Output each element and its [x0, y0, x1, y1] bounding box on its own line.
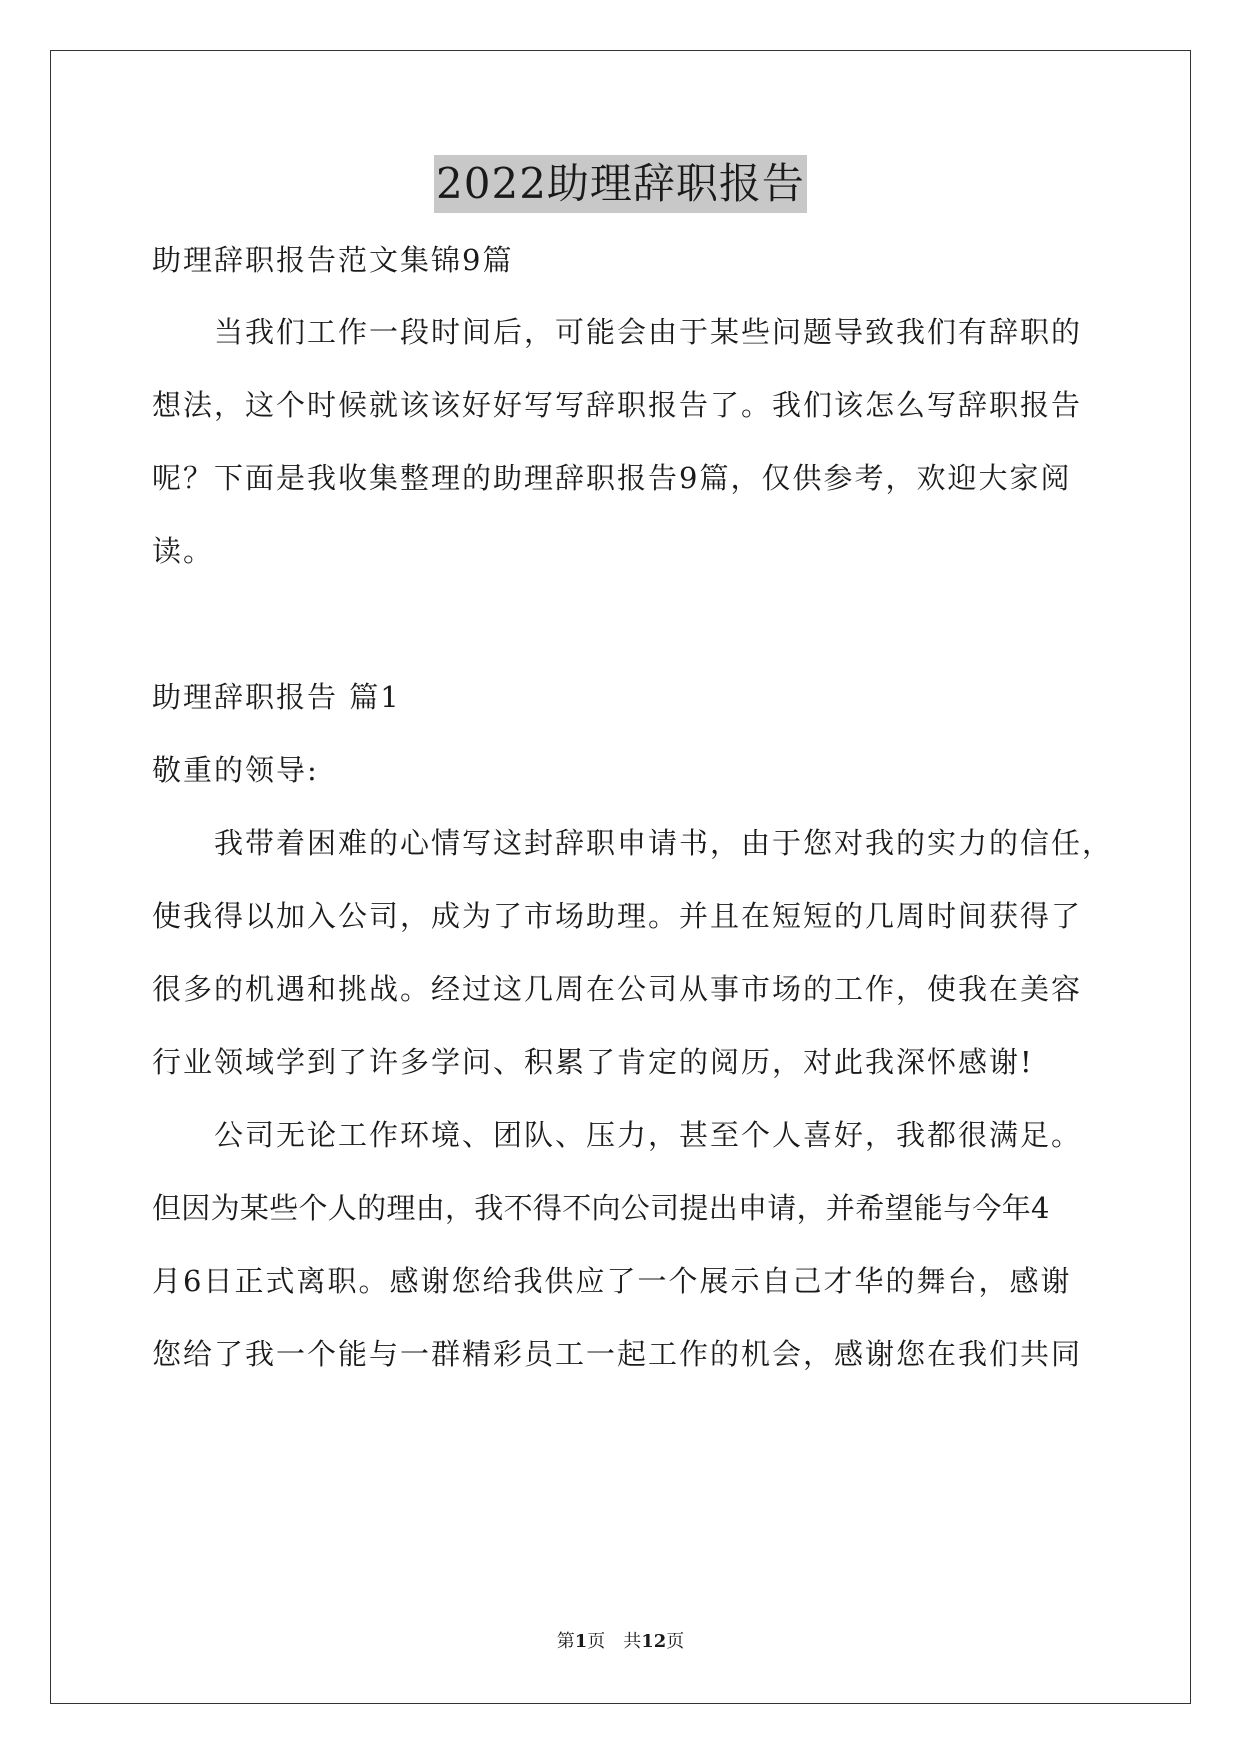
- footer-page-total: 12: [641, 1631, 667, 1652]
- page-border: [50, 50, 1191, 1704]
- intro-line: 读。: [152, 534, 215, 568]
- footer-page-prefix: 第: [556, 1631, 575, 1652]
- document-title-text: 2022助理辞职报告: [434, 155, 807, 213]
- document-subtitle: 助理辞职报告范文集锦9篇: [152, 243, 514, 277]
- body-line: 使我得以加入公司，成为了市场助理。并且在短短的几周时间获得了: [152, 899, 1083, 933]
- intro-line: 想法，这个时候就该该好好写写辞职报告了。我们该怎么写辞职报告: [152, 388, 1083, 422]
- body-line: 行业领域学到了许多学问、积累了肯定的阅历，对此我深怀感谢!: [152, 1045, 1034, 1079]
- body-line: 您给了我一个能与一群精彩员工一起工作的机会，感谢您在我们共同: [152, 1337, 1083, 1371]
- body-line: 月6日正式离职。感谢您给我供应了一个展示自己才华的舞台，感谢: [152, 1264, 1072, 1298]
- intro-line: 呢？下面是我收集整理的助理辞职报告9篇，仅供参考，欢迎大家阅: [152, 461, 1072, 495]
- intro-line: 当我们工作一段时间后，可能会由于某些问题导致我们有辞职的: [214, 315, 1083, 349]
- footer-page-current: 1: [574, 1631, 588, 1652]
- body-line: 很多的机遇和挑战。经过这几周在公司从事市场的工作，使我在美容: [152, 972, 1083, 1006]
- body-line: 我带着困难的心情写这封辞职申请书，由于您对我的实力的信任，: [214, 826, 1114, 860]
- salutation: 敬重的领导:: [152, 753, 319, 787]
- footer-page-mid: 页 共: [587, 1631, 642, 1652]
- body-line: 但因为某些个人的理由，我不得不向公司提出申请，并希望能与今年4: [152, 1191, 1050, 1225]
- document-title: [0, 155, 1241, 213]
- section-heading: 助理辞职报告 篇1: [152, 680, 401, 714]
- body-line: 公司无论工作环境、团队、压力，甚至个人喜好，我都很满足。: [214, 1118, 1083, 1152]
- footer-page-suffix: 页: [666, 1631, 685, 1652]
- page-footer: [0, 1630, 1241, 1654]
